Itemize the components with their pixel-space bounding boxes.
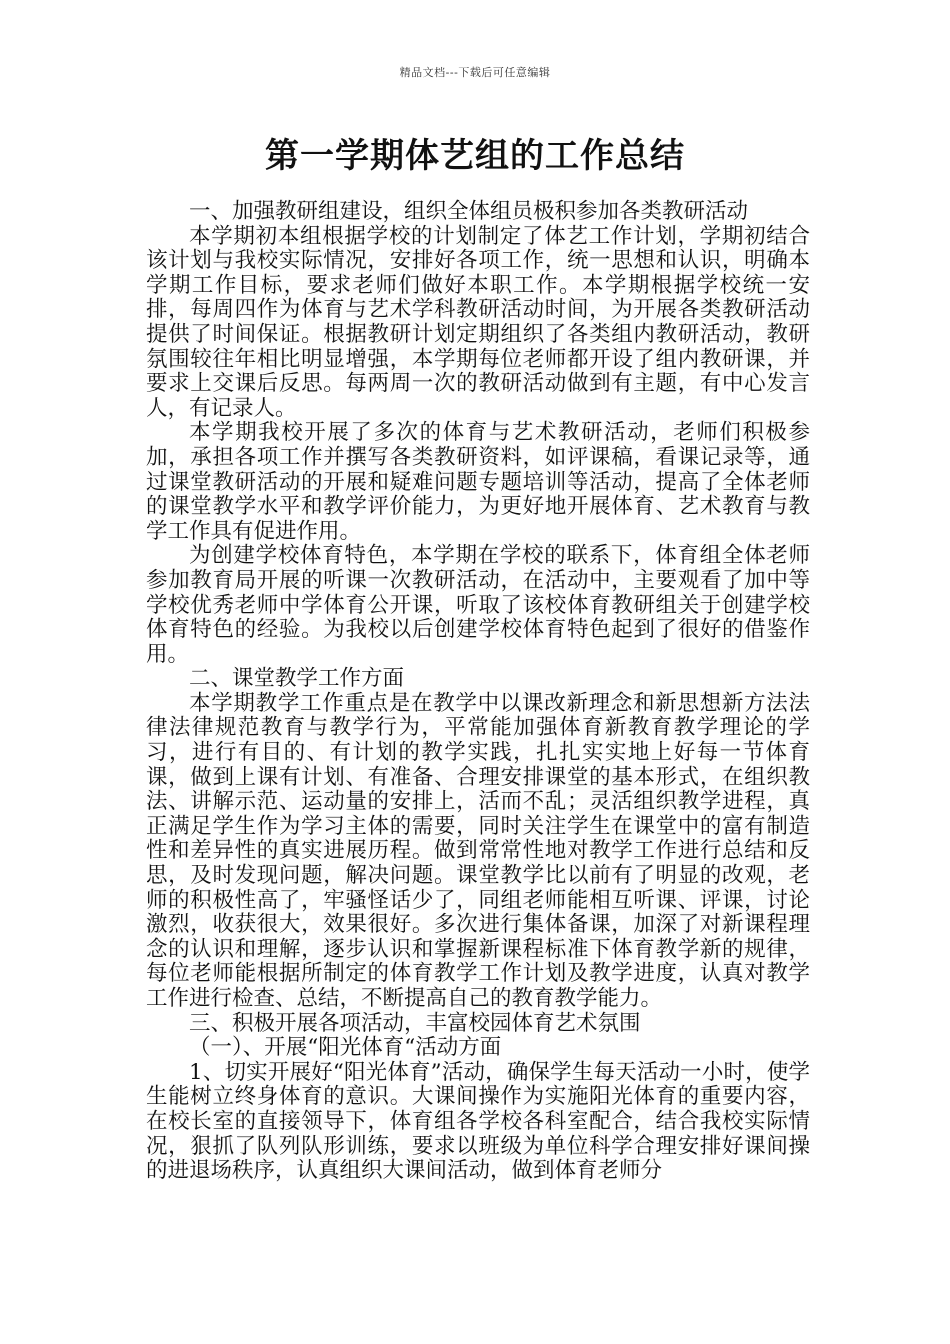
paragraph: 为创建学校体育特色，本学期在学校的联系下，体育组全体老师参加教育局开展的听课一次教研活动，在活动中，主要观看了加中等学校优秀老师中学体育公开课，听取了该校体育教研组关于创建学校体育特色的经验。为我校以后创建学校体育特色起到了很好的借鉴作用。: [146, 543, 810, 667]
paragraph: 本学期初本组根据学校的计划制定了体艺工作计划，学期初结合该计划与我校实际情况，安排好各项工作，统一思想和认识，明确本学期工作目标，要求老师们做好本职工作。本学期根据学校统一安排，每周四作为体育与艺术学科教研活动时间，为开展各类教研活动提供了时间保证。根据教研计划定期组织了各类组内教研活动，教研氛围较往年相比明显增强，本学期每位老师都开设了组内教研课，并要求上交课后反思。每两周一次的教研活动做到有主题，有中心发言人，有记录人。: [146, 223, 810, 421]
section-heading-1: 一、加强教研组建设，组织全体组员极积参加各类教研活动: [189, 199, 749, 224]
paragraph: 本学期教学工作重点是在教学中以课改新理念和新思想新方法法律法律规范教育与教学行为，平常能加强体育新教育教学理论的学习，进行有目的、有计划的教学实践，扎扎实实地上好每一节体育课，做到上课有计划、有准备、合理安排课堂的基本形式，在组织教法、讲解示范、运动量的安排上，活而不乱；灵活组织教学进程，真正满足学生作为学习主体的需要，同时关注学生在课堂中的富有制造性和差异性的真实进展历程。做到常常性地对教学工作进行总结和反思，及时发现问题，解决问题。课堂教学比以前有了明显的改观，老师的积极性高了，牢骚怪话少了，同组老师能相互听课、评课，讨论激烈，收获很大，效果很好。多次进行集体备课，加深了对新课程理念的认识和理解，逐步认识和掌握新课程标准下体育教学新的规律，每位老师能根据所制定的体育教学工作计划及教学进度，认真对教学工作进行检查、总结，不断提高自己的教育教学能力。: [146, 690, 810, 1011]
section-heading-3: 三、积极开展各项活动，丰富校园体育艺术氛围: [189, 1010, 641, 1036]
page-header-note: 精品文档---下载后可任意编辑: [399, 66, 551, 79]
document-title: 第一学期体艺组的工作总结: [265, 136, 685, 176]
paragraph: 1、切实开展好“阳光体育”活动，确保学生每天活动一小时，使学生能树立终身体育的意识。大课间操作为实施阳光体育的重要内容，在校长室的直接领导下，体育组各学校各科室配合，结合我校实际情况，狠抓了队列队形训练，要求以班级为单位科学合理安排好课间操的进退场秩序，认真组织大课间活动，做到体育老师分: [146, 1059, 810, 1184]
document-body: [146, 200, 810, 1184]
subsection-heading: （一）、开展“阳光体育“活动方面: [189, 1035, 502, 1061]
paragraph: 本学期我校开展了多次的体育与艺术教研活动，老师们积极参加，承担各项工作并撰写各类教研资料，如评课稿，看课记录等，通过课堂教研活动的开展和疑难问题专题培训等活动，提高了全体老师的课堂教学水平和教学评价能力，为更好地开展体育、艺术教育与教学工作具有促进作用。: [146, 420, 810, 544]
section-heading-2: 二、课堂教学工作方面: [189, 666, 405, 692]
